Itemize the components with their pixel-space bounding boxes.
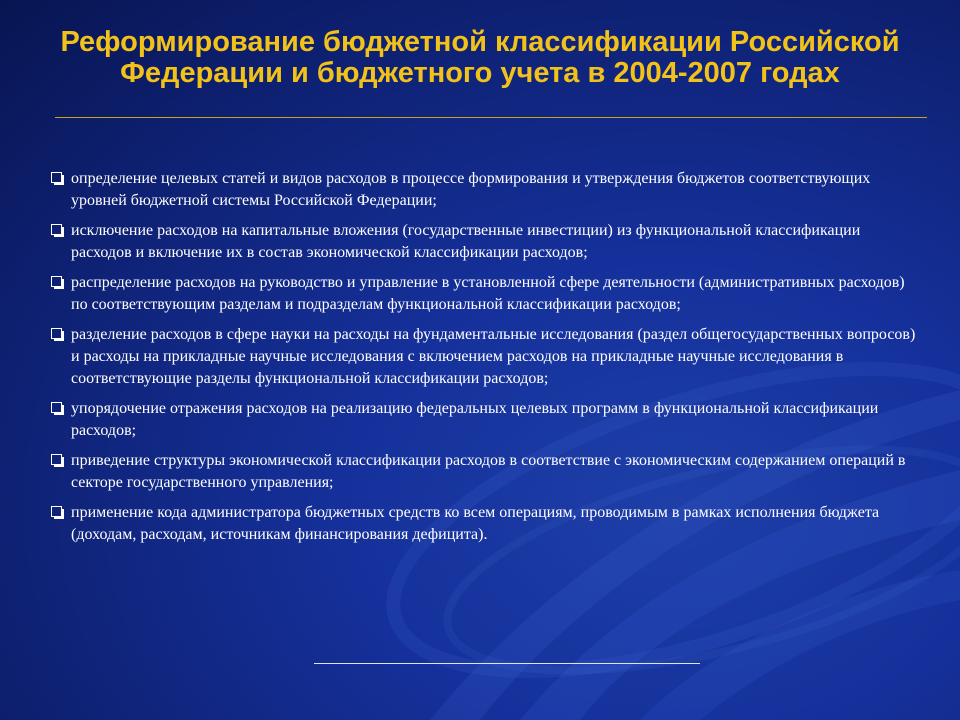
footer-divider (314, 663, 700, 664)
checkbox-square-icon (51, 224, 62, 235)
list-item-text: разделение расходов в сфере науки на расходы на фундаментальные исследования (раздел общегосударственных вопросов) и расходы на прикладные научные исследования с включением расходов на прикладные научные исследования в соответствующие разделы функциональной классификации расходов; (71, 326, 916, 387)
list-item (50, 398, 920, 442)
checkbox-square-icon (51, 328, 62, 339)
list-item-text: упорядочение отражения расходов на реализацию федеральных целевых программ в функциональной классификации расходов; (71, 400, 879, 439)
slide-title: Реформирование бюджетной классификации Российской Федерации и бюджетного учета в 2004-2007 годах (60, 26, 900, 89)
list-item-text: распределение расходов на руководство и управление в установленной сфере деятельности (административных расходов) по соответствующим разделам и подразделам функциональной классификации расходов; (71, 274, 905, 313)
checkbox-square-icon (51, 172, 62, 183)
list-item (50, 168, 920, 212)
bullet-list (50, 168, 920, 554)
list-item (50, 502, 920, 546)
list-item-text: приведение структуры экономической классификации расходов в соответствие с экономическим содержанием операций в секторе государственного управления; (71, 452, 906, 491)
checkbox-square-icon (51, 402, 62, 413)
list-item (50, 272, 920, 316)
list-item (50, 220, 920, 264)
list-item-text: исключение расходов на капитальные вложения (государственные инвестиции) из функциональной классификации расходов и включение их в состав экономической классификации расходов; (71, 222, 861, 261)
checkbox-square-icon (51, 454, 62, 465)
list-item (50, 324, 920, 390)
checkbox-square-icon (51, 506, 62, 517)
title-divider (55, 117, 927, 118)
list-item-text: определение целевых статей и видов расходов в процессе формирования и утверждения бюджетов соответствующих уровней бюджетной системы Российской Федерации; (71, 170, 871, 209)
checkbox-square-icon (51, 276, 62, 287)
list-item-text: применение кода администратора бюджетных средств ко всем операциям, проводимым в рамках исполнения бюджета (доходам, расходам, источникам финансирования дефицита). (71, 504, 880, 543)
list-item (50, 450, 920, 494)
